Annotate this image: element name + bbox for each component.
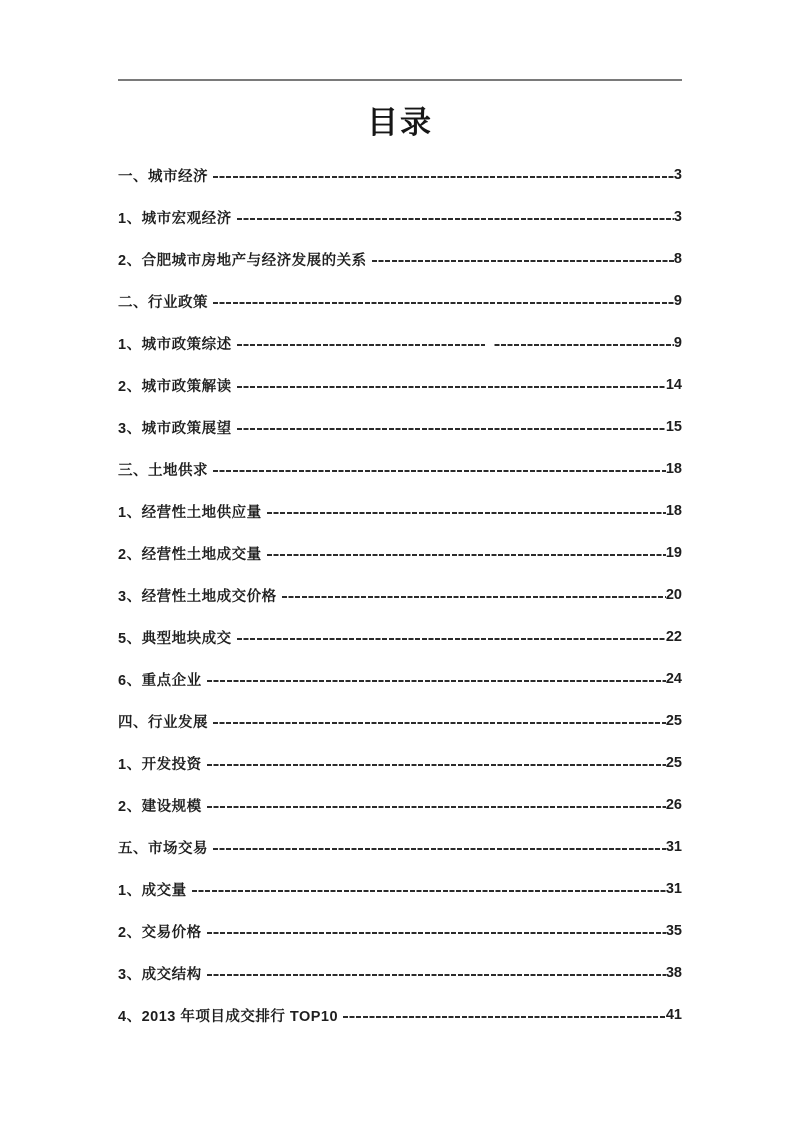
toc-leader-dashes: [237, 218, 674, 220]
toc-list: [118, 154, 682, 1036]
toc-leader-dashes: [237, 386, 666, 388]
toc-leader-dashes: [343, 1016, 666, 1018]
toc-leader-dashes: [267, 512, 666, 514]
toc-entry[interactable]: [118, 700, 682, 742]
toc-leader-dashes: [207, 806, 666, 808]
toc-entry-label: 2、交易价格: [118, 924, 202, 941]
toc-entry-label: 3、城市政策展望: [118, 420, 232, 437]
toc-entry-label: 4、2013 年项目成交排行 TOP10: [118, 1008, 339, 1025]
toc-entry-page-number: 14: [665, 377, 682, 393]
toc-entry[interactable]: [118, 952, 682, 994]
toc-leader-dashes: [213, 722, 666, 724]
toc-entry[interactable]: [118, 574, 682, 616]
toc-leader-dashes: [213, 302, 674, 304]
toc-leader-dashes: [213, 848, 666, 850]
toc-entry-label: 2、合肥城市房地产与经济发展的关系: [118, 252, 367, 269]
toc-entry[interactable]: [118, 742, 682, 784]
toc-entry-page-number: 24: [665, 671, 682, 687]
toc-entry-page-number: 20: [665, 587, 682, 603]
toc-entry[interactable]: [118, 826, 682, 868]
toc-entry[interactable]: [118, 532, 682, 574]
toc-entry-page-number: 18: [665, 461, 682, 477]
page-title: 目录: [367, 105, 433, 140]
toc-leader-dashes: [207, 680, 666, 682]
toc-entry-page-number: 3: [673, 209, 682, 225]
toc-entry-label: 四、行业发展: [118, 714, 208, 731]
toc-entry[interactable]: [118, 364, 682, 406]
toc-leader-dashes: [237, 638, 666, 640]
toc-entry-page-number: 31: [665, 839, 682, 855]
toc-entry[interactable]: [118, 280, 682, 322]
toc-entry-page-number: 22: [665, 629, 682, 645]
toc-entry-label: 2、城市政策解读: [118, 378, 232, 395]
toc-leader-dashes: [372, 260, 674, 262]
toc-entry-label: 6、重点企业: [118, 672, 202, 689]
toc-entry-page-number: 41: [665, 1007, 682, 1023]
toc-entry-label: 2、经营性土地成交量: [118, 546, 262, 563]
toc-leader-dashes: [237, 344, 674, 346]
toc-entry-label: 3、成交结构: [118, 966, 202, 983]
toc-entry-label: 1、城市宏观经济: [118, 210, 232, 227]
toc-entry[interactable]: [118, 994, 682, 1036]
toc-entry-label: 二、行业政策: [118, 294, 208, 311]
toc-entry-page-number: 8: [673, 251, 682, 267]
toc-entry-page-number: 19: [665, 545, 682, 561]
toc-entry[interactable]: [118, 448, 682, 490]
toc-entry-label: 五、市场交易: [118, 840, 208, 857]
toc-entry-page-number: 18: [665, 503, 682, 519]
toc-entry[interactable]: [118, 490, 682, 532]
toc-leader-dashes: [207, 764, 666, 766]
toc-entry-page-number: 25: [665, 713, 682, 729]
toc-entry[interactable]: [118, 658, 682, 700]
toc-entry-label: 1、经营性土地供应量: [118, 504, 262, 521]
toc-entry-page-number: 31: [665, 881, 682, 897]
toc-entry[interactable]: [118, 868, 682, 910]
toc-entry[interactable]: [118, 910, 682, 952]
toc-leader-dashes: [213, 470, 666, 472]
toc-leader-dashes: [207, 932, 666, 934]
toc-leader-dashes: [213, 176, 674, 178]
toc-entry-label: 1、城市政策综述: [118, 336, 232, 353]
toc-entry-page-number: 26: [665, 797, 682, 813]
toc-entry-page-number: 3: [673, 167, 682, 183]
toc-entry[interactable]: [118, 322, 682, 364]
toc-entry-page-number: 9: [673, 293, 682, 309]
toc-entry-label: 3、经营性土地成交价格: [118, 588, 277, 605]
toc-entry[interactable]: [118, 784, 682, 826]
header-rule: [118, 79, 682, 81]
toc-entry[interactable]: [118, 154, 682, 196]
toc-entry-page-number: 15: [665, 419, 682, 435]
toc-entry-label: 1、开发投资: [118, 756, 202, 773]
toc-leader-dashes: [282, 596, 666, 598]
toc-entry-page-number: 25: [665, 755, 682, 771]
toc-entry-label: 1、成交量: [118, 882, 187, 899]
toc-entry-page-number: 38: [665, 965, 682, 981]
toc-leader-dashes: [207, 974, 666, 976]
toc-entry[interactable]: [118, 238, 682, 280]
toc-entry-label: 三、土地供求: [118, 462, 208, 479]
toc-entry[interactable]: [118, 616, 682, 658]
toc-entry-page-number: 35: [665, 923, 682, 939]
toc-entry-label: 5、典型地块成交: [118, 630, 232, 647]
toc-entry[interactable]: [118, 196, 682, 238]
toc-leader-dashes: [237, 428, 666, 430]
toc-entry-label: 2、建设规模: [118, 798, 202, 815]
toc-entry-page-number: 9: [673, 335, 682, 351]
toc-entry-label: 一、城市经济: [118, 168, 208, 185]
toc-leader-dashes: [192, 890, 666, 892]
toc-entry[interactable]: [118, 406, 682, 448]
toc-leader-dashes: [267, 554, 666, 556]
